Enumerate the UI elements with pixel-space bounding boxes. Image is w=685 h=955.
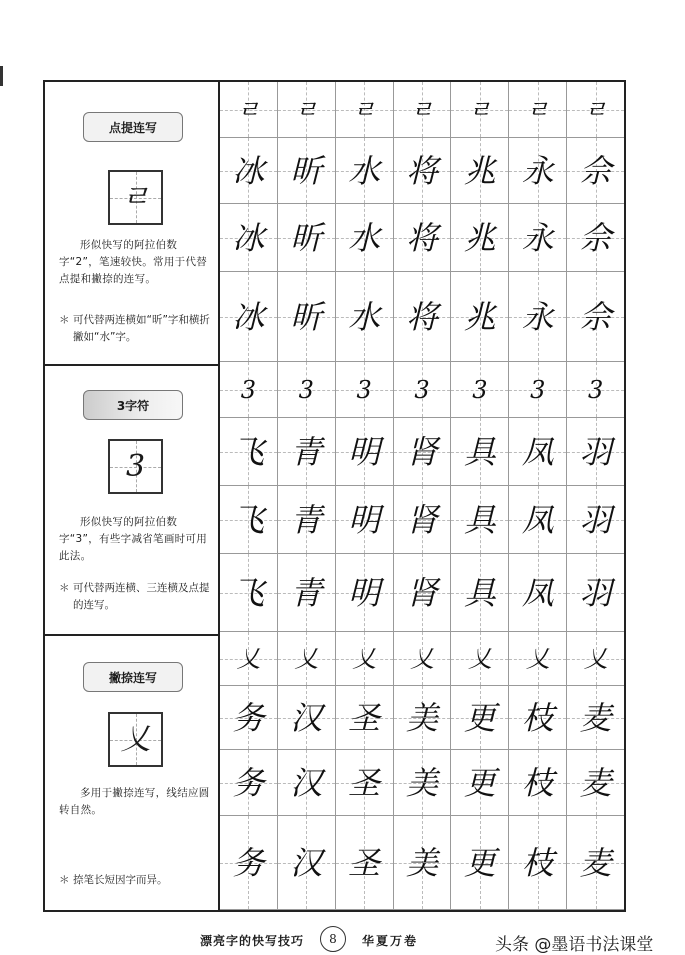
practice-glyph: ㄹ	[294, 96, 318, 124]
practice-cell	[567, 204, 624, 272]
practice-glyph: 青	[290, 433, 323, 471]
section-2-label: 3字符	[83, 390, 183, 420]
practice-glyph: 更	[463, 764, 496, 802]
practice-glyph: 佘	[579, 298, 612, 336]
practice-cell	[567, 632, 624, 686]
practice-glyph: 永	[521, 152, 554, 190]
practice-glyph: 羽	[579, 501, 612, 539]
practice-glyph: ㄹ	[410, 96, 434, 124]
practice-glyph: 麦	[579, 699, 612, 737]
practice-glyph: 具	[463, 574, 496, 612]
practice-row	[220, 686, 624, 750]
watermark: 头条 @墨语书法课堂	[495, 935, 654, 955]
practice-glyph: 将	[406, 298, 439, 336]
practice-glyph: 飞	[232, 433, 265, 471]
practice-glyph: ㄹ	[468, 96, 492, 124]
note-star-icon: ＊	[59, 314, 70, 326]
practice-cell	[220, 750, 278, 816]
practice-cell	[336, 82, 394, 138]
explanation-column	[45, 82, 220, 910]
practice-row	[220, 82, 624, 138]
practice-cell	[394, 204, 452, 272]
practice-cell	[509, 82, 567, 138]
practice-cell	[509, 486, 567, 554]
practice-cell	[220, 272, 278, 362]
practice-cell	[220, 632, 278, 686]
practice-grid	[220, 82, 624, 910]
practice-glyph: 3	[587, 376, 604, 404]
practice-glyph: 美	[406, 764, 439, 802]
practice-cell	[220, 554, 278, 632]
practice-glyph: 肾	[406, 433, 439, 471]
publisher: 华夏万卷	[362, 934, 419, 948]
practice-cell	[278, 418, 336, 486]
practice-glyph: 水	[348, 298, 381, 336]
practice-glyph: 兆	[463, 298, 496, 336]
practice-glyph: 水	[348, 219, 381, 257]
page-edge-mark	[0, 66, 3, 86]
practice-cell	[220, 204, 278, 272]
practice-cell	[451, 816, 509, 910]
practice-glyph: 羽	[579, 433, 612, 471]
practice-cell	[567, 486, 624, 554]
practice-glyph: ㄹ	[583, 96, 608, 124]
practice-cell	[451, 554, 509, 632]
practice-cell	[220, 138, 278, 204]
practice-glyph: 3	[530, 376, 546, 404]
practice-cell	[278, 82, 336, 138]
practice-glyph: 乂	[525, 645, 550, 673]
practice-glyph: 飞	[232, 501, 265, 539]
practice-glyph: 凤	[521, 501, 554, 539]
practice-cell	[451, 272, 509, 362]
practice-glyph: 将	[406, 152, 439, 190]
practice-cell	[451, 686, 509, 750]
section-2-sample-box	[108, 439, 163, 494]
practice-glyph: 更	[463, 844, 496, 882]
practice-glyph: 肾	[406, 574, 439, 612]
practice-cell	[220, 362, 278, 418]
practice-glyph: 务	[232, 844, 265, 882]
practice-glyph: 凤	[521, 574, 554, 612]
practice-cell	[278, 138, 336, 204]
practice-cell	[220, 486, 278, 554]
practice-cell	[509, 750, 567, 816]
practice-glyph: 冰	[232, 219, 265, 257]
practice-glyph: 圣	[348, 764, 381, 802]
section-divider	[45, 634, 218, 636]
section-3-label: 撇捺连写	[83, 662, 183, 692]
practice-sheet	[43, 80, 626, 912]
practice-row	[220, 272, 624, 362]
practice-cell	[451, 418, 509, 486]
practice-glyph: 佘	[579, 152, 612, 190]
practice-glyph: 乂	[583, 645, 608, 673]
practice-glyph: 昕	[290, 152, 323, 190]
practice-cell	[394, 816, 452, 910]
practice-glyph: ㄹ	[236, 96, 261, 124]
practice-cell	[336, 204, 394, 272]
section-3-note: ＊ 捺笔长短因字而异。	[59, 872, 211, 889]
practice-cell	[567, 82, 624, 138]
practice-glyph: 圣	[348, 699, 381, 737]
practice-cell	[278, 632, 336, 686]
practice-glyph: 青	[290, 574, 323, 612]
practice-glyph: 更	[463, 699, 496, 737]
practice-glyph: 冰	[232, 298, 265, 336]
practice-glyph: 青	[290, 501, 323, 539]
practice-cell	[394, 82, 452, 138]
practice-cell	[394, 272, 452, 362]
practice-glyph: 3	[356, 376, 372, 404]
practice-cell	[336, 816, 394, 910]
practice-cell	[567, 138, 624, 204]
practice-glyph: 兆	[463, 219, 496, 257]
practice-glyph: 3	[298, 376, 314, 404]
section-1-label: 点提连写	[83, 112, 183, 142]
practice-cell	[567, 362, 624, 418]
practice-cell	[278, 554, 336, 632]
practice-cell	[509, 138, 567, 204]
practice-row	[220, 204, 624, 272]
practice-glyph: 水	[348, 152, 381, 190]
practice-cell	[509, 418, 567, 486]
practice-cell	[394, 632, 452, 686]
practice-glyph: 飞	[232, 574, 265, 612]
practice-row	[220, 750, 624, 816]
practice-glyph: 羽	[579, 574, 612, 612]
practice-glyph: 明	[348, 574, 381, 612]
practice-cell	[336, 486, 394, 554]
page-footer	[0, 918, 685, 955]
practice-cell	[509, 686, 567, 750]
practice-glyph: 汉	[290, 844, 323, 882]
section-1-description: 形似快写的阿拉伯数字“2”，笔速较快。常用于代替点提和撇捺的连写。	[59, 239, 208, 285]
practice-cell	[394, 138, 452, 204]
practice-glyph: 冰	[232, 152, 265, 190]
practice-glyph: 麦	[579, 764, 612, 802]
practice-cell	[336, 554, 394, 632]
practice-glyph: 汉	[290, 699, 323, 737]
practice-cell	[567, 272, 624, 362]
practice-cell	[567, 816, 624, 910]
practice-glyph: 美	[406, 699, 439, 737]
practice-cell	[336, 362, 394, 418]
practice-cell	[336, 418, 394, 486]
practice-row	[220, 486, 624, 554]
practice-cell	[567, 750, 624, 816]
practice-cell	[451, 138, 509, 204]
section-3-sample-glyph: 乂	[120, 722, 151, 757]
practice-cell	[509, 632, 567, 686]
practice-cell	[451, 362, 509, 418]
section-3-description: 多用于撇捺连写，线结应圆转自然。	[59, 787, 210, 816]
practice-cell	[336, 750, 394, 816]
practice-cell	[220, 816, 278, 910]
page-number: 8	[320, 926, 346, 952]
section-1-sample-box	[108, 170, 163, 225]
practice-glyph: 乂	[236, 645, 261, 673]
practice-cell	[278, 272, 336, 362]
practice-cell	[509, 272, 567, 362]
practice-glyph: 乂	[467, 645, 492, 673]
practice-cell	[336, 632, 394, 686]
section-3-sample-box	[108, 712, 163, 767]
practice-glyph: 枝	[521, 699, 554, 737]
practice-glyph: 务	[232, 699, 265, 737]
section-2-sample-glyph: 3	[125, 449, 146, 484]
book-title: 漂亮字的快写技巧	[200, 934, 305, 948]
section-2-description: 形似快写的阿拉伯数字“3”，有些字减省笔画时可用此法。	[59, 516, 208, 562]
practice-cell	[394, 486, 452, 554]
practice-cell	[509, 204, 567, 272]
practice-cell	[394, 554, 452, 632]
practice-cell	[394, 750, 452, 816]
practice-cell	[336, 138, 394, 204]
practice-glyph: 麦	[579, 844, 612, 882]
practice-cell	[394, 418, 452, 486]
practice-glyph: 务	[232, 764, 265, 802]
note-star-icon: ＊	[59, 874, 70, 886]
practice-cell	[336, 686, 394, 750]
practice-cell	[220, 82, 278, 138]
practice-cell	[451, 750, 509, 816]
practice-cell	[336, 272, 394, 362]
practice-row	[220, 632, 624, 686]
practice-glyph: 永	[521, 219, 554, 257]
practice-cell	[567, 554, 624, 632]
practice-row	[220, 138, 624, 204]
practice-glyph: 昕	[290, 219, 323, 257]
practice-glyph: 乂	[352, 645, 377, 673]
practice-glyph: 枝	[521, 844, 554, 882]
practice-cell	[451, 204, 509, 272]
practice-glyph: 3	[472, 376, 488, 404]
practice-cell	[451, 82, 509, 138]
practice-glyph: 凤	[521, 433, 554, 471]
practice-cell	[451, 486, 509, 554]
practice-glyph: 3	[414, 376, 430, 404]
practice-glyph: 具	[463, 501, 496, 539]
practice-cell	[220, 418, 278, 486]
practice-glyph: 枝	[521, 764, 554, 802]
note-star-icon: ＊	[59, 582, 70, 594]
practice-row	[220, 816, 624, 910]
practice-glyph: 将	[406, 219, 439, 257]
practice-glyph: 乂	[294, 645, 319, 673]
practice-glyph: 具	[463, 433, 496, 471]
practice-glyph: ㄹ	[526, 96, 550, 124]
practice-glyph: ㄹ	[352, 96, 376, 124]
practice-cell	[567, 418, 624, 486]
practice-glyph: 兆	[463, 152, 496, 190]
practice-glyph: 乂	[410, 645, 434, 673]
practice-cell	[394, 686, 452, 750]
practice-row	[220, 554, 624, 632]
practice-glyph: 佘	[579, 219, 612, 257]
practice-glyph: 3	[240, 376, 257, 404]
practice-cell	[220, 686, 278, 750]
practice-glyph: 明	[348, 433, 381, 471]
section-1-note: ＊ 可代替两连横如“昕”字和横折撇如“水”字。	[59, 314, 210, 343]
section-1-sample-glyph: ㄹ	[121, 180, 150, 215]
practice-glyph: 明	[348, 501, 381, 539]
practice-cell	[278, 362, 336, 418]
practice-cell	[278, 750, 336, 816]
practice-glyph: 汉	[290, 764, 323, 802]
practice-glyph: 昕	[290, 298, 323, 336]
practice-glyph: 肾	[406, 501, 439, 539]
practice-cell	[278, 204, 336, 272]
practice-glyph: 永	[521, 298, 554, 336]
practice-cell	[278, 486, 336, 554]
section-2-note: ＊ 可代替两连横、三连横及点提的连写。	[59, 582, 210, 611]
practice-row	[220, 362, 624, 418]
practice-row	[220, 418, 624, 486]
practice-glyph: 圣	[348, 844, 381, 882]
practice-cell	[278, 686, 336, 750]
section-divider	[45, 364, 218, 366]
practice-cell	[567, 686, 624, 750]
practice-cell	[509, 362, 567, 418]
practice-cell	[278, 816, 336, 910]
practice-cell	[509, 554, 567, 632]
practice-cell	[394, 362, 452, 418]
practice-glyph: 美	[406, 844, 439, 882]
practice-cell	[509, 816, 567, 910]
practice-cell	[451, 632, 509, 686]
